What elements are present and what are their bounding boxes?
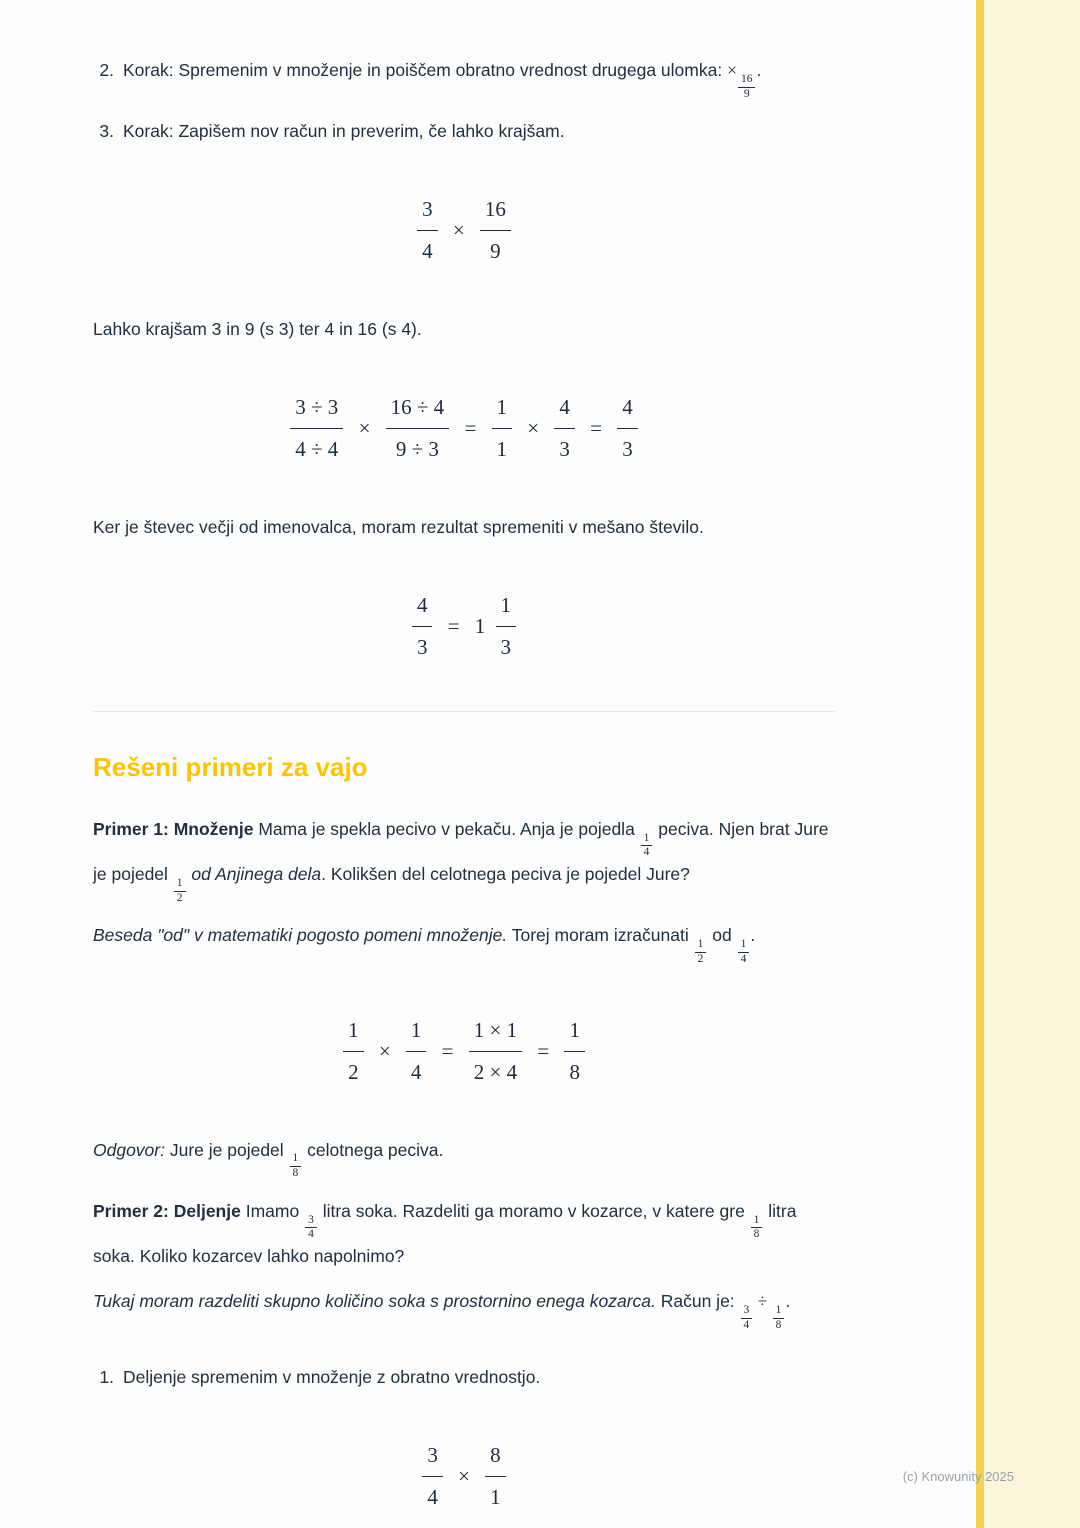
page-content bbox=[93, 56, 835, 1528]
numerator: 1 bbox=[775, 1304, 782, 1317]
equals-sign: = bbox=[441, 1038, 454, 1063]
section-divider bbox=[93, 711, 835, 712]
numerator: 1 bbox=[753, 1213, 760, 1226]
numerator: 1 bbox=[643, 831, 650, 844]
text-run: litra soka. Razdeliti ga moramo v kozarce, v katere gre bbox=[317, 1200, 750, 1221]
denominator: 4 bbox=[738, 952, 750, 967]
step2-item-1 bbox=[93, 1363, 835, 1392]
note2-italic: Tukaj moram razdeliti skupno količino soka s prostornino enega kozarca. bbox=[93, 1291, 656, 1312]
fraction bbox=[496, 586, 517, 667]
denominator: 8 bbox=[751, 1227, 763, 1242]
denominator: 4 ÷ 4 bbox=[290, 428, 343, 469]
text-run: od bbox=[707, 925, 737, 946]
text-run: peciva. Njen brat Jure je pojedel bbox=[93, 818, 829, 885]
denominator: 2 bbox=[695, 952, 707, 967]
equals-sign: = bbox=[537, 1038, 550, 1063]
denominator: 8 bbox=[290, 1166, 302, 1181]
numerator: 8 bbox=[490, 1442, 501, 1467]
denominator: 4 bbox=[417, 230, 438, 271]
primer1-label: Primer 1: Množenje bbox=[93, 818, 254, 839]
note1-paragraph bbox=[93, 921, 835, 966]
fraction bbox=[480, 190, 511, 271]
denominator: 2 bbox=[174, 891, 186, 906]
step-text-run: . bbox=[756, 60, 762, 80]
numerator: 4 bbox=[622, 395, 633, 420]
primer2-paragraph bbox=[93, 1197, 835, 1271]
math-display-5 bbox=[93, 1436, 835, 1517]
numerator: 1 bbox=[292, 1152, 299, 1165]
fraction bbox=[492, 388, 513, 469]
fraction bbox=[290, 388, 343, 469]
equals-sign: = bbox=[464, 416, 477, 441]
fraction bbox=[422, 1436, 443, 1517]
whole-number: 1 bbox=[474, 613, 486, 638]
text-run: Torej moram izračunati bbox=[507, 925, 694, 946]
text-run: Jure je pojedel bbox=[164, 1139, 289, 1160]
fraction bbox=[695, 938, 707, 967]
denominator: 8 bbox=[773, 1318, 785, 1333]
primer1-paragraph bbox=[93, 815, 835, 906]
numerator: 3 ÷ 3 bbox=[295, 395, 339, 420]
numerator: 3 bbox=[743, 1304, 750, 1317]
fraction bbox=[305, 1214, 317, 1243]
paragraph-stevec: Ker je števec večji od imenovalca, moram rezultat spremeniti v mešano število. bbox=[93, 516, 704, 537]
fraction bbox=[386, 388, 450, 469]
odgovor-label: Odgovor: bbox=[93, 1139, 165, 1160]
fraction bbox=[738, 73, 756, 102]
odgovor-paragraph bbox=[93, 1136, 835, 1181]
numerator: 1 bbox=[496, 395, 508, 420]
equals-sign: = bbox=[447, 613, 460, 638]
math-display-1 bbox=[93, 190, 835, 271]
text-run: litra soka. Koliko kozarcev lahko napolnimo? bbox=[93, 1200, 797, 1267]
text-run: . bbox=[785, 1291, 791, 1312]
multiply-sign: × bbox=[358, 416, 371, 441]
equals-sign: = bbox=[590, 416, 602, 441]
right-margin-band bbox=[984, 0, 1080, 1528]
multiply-sign: × bbox=[727, 60, 737, 80]
text-run: Imamo bbox=[240, 1200, 305, 1221]
denominator: 9 bbox=[480, 230, 511, 271]
numerator: 3 bbox=[422, 197, 433, 222]
multiply-sign: × bbox=[452, 218, 465, 243]
numerator: 16 bbox=[484, 197, 506, 222]
math-display-2 bbox=[93, 388, 835, 469]
right-accent-line bbox=[976, 0, 984, 1528]
numerator: 4 bbox=[416, 592, 428, 617]
denominator: 3 bbox=[496, 626, 517, 667]
denominator: 3 bbox=[412, 626, 433, 667]
numerator: 4 bbox=[559, 395, 570, 420]
text-run: Mama je spekla pecivo v pekaču. Anja je pojedla bbox=[253, 818, 640, 839]
fraction bbox=[417, 190, 438, 271]
step-number: 2. bbox=[99, 60, 114, 80]
numerator: 16 bbox=[740, 72, 753, 85]
primer2-label: Primer 2: Deljenje bbox=[93, 1200, 241, 1221]
numerator: 1 bbox=[410, 1017, 422, 1042]
paragraph-krajsam: Lahko krajšam 3 in 9 (s 3) ter 4 in 16 (s 4). bbox=[93, 319, 422, 340]
fraction bbox=[773, 1304, 785, 1333]
divide-sign: ÷ bbox=[753, 1291, 772, 1312]
step-text: Deljenje spremenim v množenje z obratno vrednostjo. bbox=[123, 1366, 541, 1387]
denominator: 9 ÷ 3 bbox=[386, 428, 450, 469]
text-run: . bbox=[750, 925, 756, 946]
fraction bbox=[412, 586, 433, 667]
fraction bbox=[343, 1011, 364, 1092]
fraction bbox=[469, 1011, 522, 1092]
denominator: 4 bbox=[305, 1227, 317, 1242]
multiply-sign: × bbox=[527, 416, 540, 441]
numerator: 1 bbox=[740, 938, 747, 951]
numerator: 1 bbox=[500, 592, 512, 617]
denominator: 8 bbox=[564, 1051, 585, 1092]
multiply-sign: × bbox=[458, 1463, 470, 1488]
fraction bbox=[174, 877, 186, 906]
fraction bbox=[564, 1011, 585, 1092]
step-number: 1. bbox=[99, 1366, 114, 1387]
numerator: 1 × 1 bbox=[473, 1017, 518, 1042]
fraction bbox=[741, 1304, 753, 1333]
step-number: 3. bbox=[99, 121, 114, 142]
step-item-3 bbox=[93, 117, 835, 146]
text-run: celotnega peciva. bbox=[302, 1139, 444, 1160]
inline-math bbox=[727, 60, 756, 100]
text-run-italic: od Anjinega dela bbox=[186, 864, 322, 885]
denominator: 4 bbox=[406, 1051, 427, 1092]
denominator: 4 bbox=[422, 1476, 443, 1517]
denominator: 1 bbox=[492, 428, 513, 469]
fraction bbox=[641, 832, 653, 861]
denominator: 2 × 4 bbox=[469, 1051, 522, 1092]
inline-math bbox=[740, 1291, 786, 1331]
fraction bbox=[290, 1152, 302, 1181]
denominator: 2 bbox=[343, 1051, 364, 1092]
denominator: 4 bbox=[641, 845, 653, 860]
text-run: Račun je: bbox=[655, 1291, 740, 1312]
fraction bbox=[406, 1011, 427, 1092]
fraction bbox=[554, 388, 575, 469]
step-text-run: Korak: Spremenim v množenje in poiščem obratno vrednost drugega ulomka: bbox=[123, 60, 728, 80]
fraction bbox=[617, 388, 638, 469]
denominator: 1 bbox=[485, 1476, 506, 1517]
math-display-4 bbox=[93, 1011, 835, 1092]
numerator: 1 bbox=[697, 938, 704, 951]
fraction bbox=[738, 938, 750, 967]
numerator: 1 bbox=[348, 1017, 359, 1042]
denominator: 4 bbox=[741, 1318, 753, 1333]
denominator: 3 bbox=[617, 428, 638, 469]
section-heading: Rešeni primeri za vajo bbox=[93, 751, 368, 782]
copyright-watermark: (c) Knowunity 2025 bbox=[902, 1469, 1014, 1484]
numerator: 3 bbox=[427, 1442, 438, 1467]
numerator: 16 ÷ 4 bbox=[390, 395, 445, 420]
text-run: . Kolikšen del celotnega peciva je pojedel Jure? bbox=[321, 864, 690, 885]
numerator: 1 bbox=[176, 876, 183, 889]
note1-italic: Beseda "od" v matematiki pogosto pomeni množenje. bbox=[93, 925, 508, 946]
multiply-sign: × bbox=[378, 1038, 391, 1063]
fraction bbox=[751, 1214, 763, 1243]
fraction bbox=[485, 1436, 506, 1517]
denominator: 9 bbox=[738, 87, 756, 102]
numerator: 1 bbox=[569, 1017, 580, 1042]
math-display-3 bbox=[93, 586, 835, 667]
denominator: 3 bbox=[554, 428, 575, 469]
step-item-2 bbox=[93, 56, 835, 101]
step-text: Korak: Zapišem nov račun in preverim, če lahko krajšam. bbox=[123, 121, 565, 142]
step-text bbox=[123, 56, 835, 101]
note2-paragraph bbox=[93, 1287, 835, 1332]
numerator: 3 bbox=[308, 1213, 314, 1226]
